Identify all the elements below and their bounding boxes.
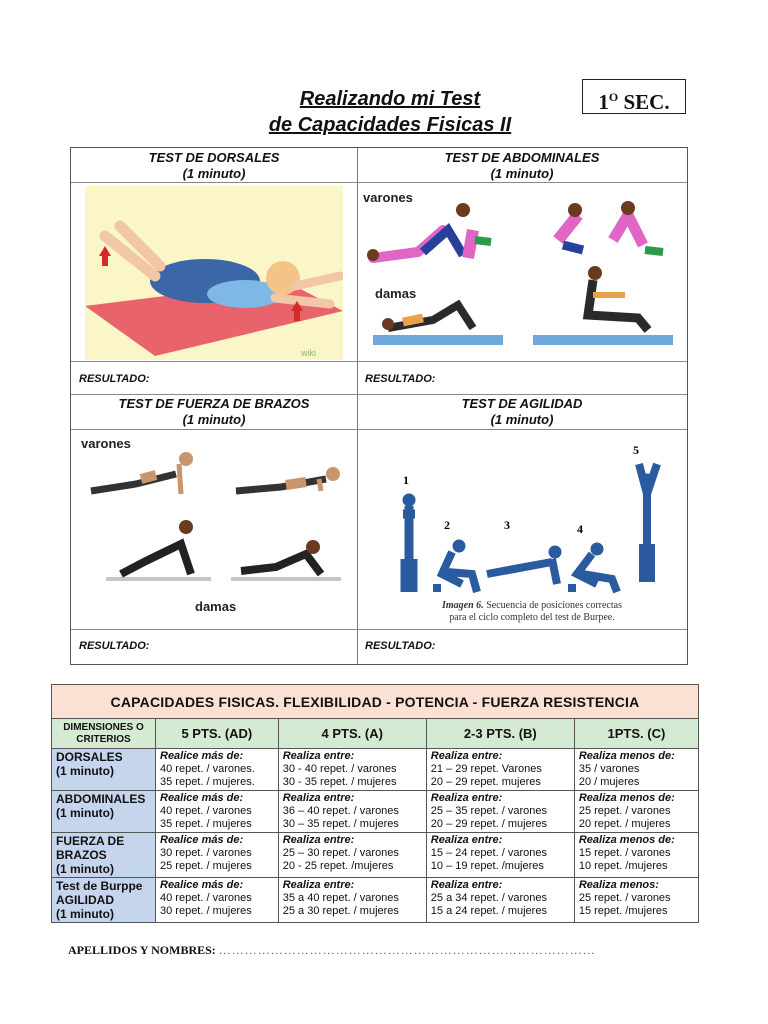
table-title: CAPACIDADES FISICAS. FLEXIBILIDAD - POTENCIA - FUERZA RESISTENCIA — [52, 685, 699, 719]
cell-lead: Realice más de: — [160, 834, 244, 846]
dorsales-illustration — [85, 186, 343, 360]
cell-line: 30 repet. / mujeres — [160, 905, 252, 917]
cell-line: 15 repet. /mujeres — [578, 905, 668, 917]
grade-number: 1 — [598, 90, 609, 114]
table-row — [52, 833, 699, 878]
cell-line: 20 repet. / mujeres — [578, 818, 671, 830]
table-cell — [426, 833, 574, 878]
cell-line: 25 – 30 repet. / varones — [282, 847, 399, 859]
step-number: 5 — [633, 443, 639, 457]
grade-suffix: SEC. — [618, 90, 670, 114]
cell-lead: Realice más de: — [160, 750, 244, 762]
table-row — [52, 878, 699, 923]
row-header: ABDOMINALES (1 minuto) — [52, 791, 156, 833]
test-subtitle: (1 minuto) — [182, 412, 246, 427]
cell-line: 30 repet. / varones — [160, 847, 252, 859]
test-title-text: TEST DE ABDOMINALES — [444, 150, 600, 165]
table-cell — [156, 791, 279, 833]
row-header: FUERZA DE BRAZOS (1 minuto) — [52, 833, 156, 878]
test-title — [71, 396, 357, 428]
tests-grid — [70, 147, 688, 665]
cell-lead: Realiza entre: — [430, 792, 503, 804]
table-cell — [574, 749, 698, 791]
title-line-1: Realizando mi Test — [299, 88, 481, 110]
name-blank: …………………………………………………………………………… — [218, 943, 596, 957]
cell-line: 20 - 25 repet. /mujeres — [282, 860, 394, 872]
cell-lead: Realiza menos: — [578, 879, 659, 891]
cell-line: 10 – 19 repet. /mujeres — [430, 860, 544, 872]
test-title — [71, 150, 357, 182]
table-cell — [426, 749, 574, 791]
abdominales-illustration — [363, 200, 683, 355]
cell-line: 25 repet. / varones — [578, 805, 671, 817]
cell-line: 30 – 35 repet. / mujeres — [282, 818, 399, 830]
test-subtitle: (1 minuto) — [490, 412, 554, 427]
table-cell — [574, 878, 698, 923]
cell-line: 15 a 24 repet. / mujeres — [430, 905, 547, 917]
test-title-text: TEST DE DORSALES — [148, 150, 280, 165]
watermark: wiki — [301, 348, 316, 358]
result-label: RESULTADO: — [365, 640, 436, 652]
burpee-sequence-illustration — [367, 434, 682, 594]
caption-line-1 — [397, 600, 667, 612]
test-agilidad — [357, 394, 687, 664]
cell-lead: Realiza entre: — [282, 792, 355, 804]
table-cell — [278, 878, 426, 923]
cell-lead: Realiza menos de: — [578, 834, 675, 846]
table-cell — [426, 791, 574, 833]
cell-lead: Realiza entre: — [430, 834, 503, 846]
test-title-text: TEST DE AGILIDAD — [461, 396, 583, 411]
cell-line: 21 – 29 repet. Varones — [430, 763, 542, 775]
test-abdominales — [357, 148, 687, 394]
cell-line: 30 - 35 repet. / mujeres — [282, 776, 397, 788]
table-row — [52, 791, 699, 833]
cell-lead: Realiza entre: — [430, 879, 503, 891]
column-header: 2-3 PTS. (B) — [426, 719, 574, 749]
test-subtitle: (1 minuto) — [182, 166, 246, 181]
test-subtitle: (1 minuto) — [490, 166, 554, 181]
table-cell — [278, 833, 426, 878]
test-title — [357, 150, 687, 182]
result-label: RESULTADO: — [79, 640, 150, 652]
cell-line: 20 – 29 repet. / mujeres — [430, 818, 547, 830]
cell-lead: Realiza menos de: — [578, 750, 675, 762]
cell-lead: Realiza entre: — [282, 879, 355, 891]
table-cell — [156, 833, 279, 878]
table-cell — [574, 833, 698, 878]
cell-line: 25 repet. / varones — [578, 892, 671, 904]
cell-line: 20 – 29 repet. mujeres — [430, 776, 541, 788]
cell-line: 35 a 40 repet. / varones — [282, 892, 399, 904]
cell-line: 25 a 34 repet. / varones — [430, 892, 547, 904]
column-header: 4 PTS. (A) — [278, 719, 426, 749]
cell-line: 40 repet. / varones — [160, 892, 252, 904]
result-label: RESULTADO: — [365, 373, 436, 385]
cell-line: 10 repet. /mujeres — [578, 860, 668, 872]
result-label: RESULTADO: — [79, 373, 150, 385]
name-label: APELLIDOS Y NOMBRES: — [68, 943, 216, 957]
grade-superscript: O — [608, 90, 619, 104]
cell-line: 40 repet. / varones. — [160, 763, 255, 775]
cell-lead: Realiza entre: — [282, 750, 355, 762]
step-number: 4 — [577, 522, 583, 536]
step-number: 3 — [504, 518, 510, 532]
cell-line: 40 repet. / varones — [160, 805, 252, 817]
grade-box — [582, 79, 686, 114]
step-number: 1 — [403, 473, 409, 487]
label-varones: varones — [363, 190, 413, 205]
test-fuerza-brazos — [71, 394, 357, 664]
column-header: 1PTS. (C) — [574, 719, 698, 749]
caption-rest: Secuencia de posiciones correctas — [483, 600, 622, 611]
caption-bold: Imagen 6. — [442, 600, 484, 611]
step-number: 2 — [444, 518, 450, 532]
cell-lead: Realice más de: — [160, 879, 244, 891]
test-dorsales — [71, 148, 357, 394]
cell-line: 15 – 24 repet. / varones — [430, 847, 547, 859]
cell-line: 30 - 40 repet. / varones — [282, 763, 397, 775]
page-title — [230, 86, 550, 138]
agility-caption — [397, 600, 667, 624]
table-cell — [156, 878, 279, 923]
row-header: DORSALES (1 minuto) — [52, 749, 156, 791]
caption-line-2: para el ciclo completo del test de Burpee. — [449, 612, 615, 623]
column-header: DIMENSIONES O CRITERIOS — [52, 719, 156, 749]
test-title — [357, 396, 687, 428]
cell-line: 35 repet. / mujeres. — [160, 776, 255, 788]
cell-line: 20 / mujeres — [578, 776, 640, 788]
label-damas: damas — [195, 599, 237, 614]
column-header: 5 PTS. (AD) — [156, 719, 279, 749]
test-title-text: TEST DE FUERZA DE BRAZOS — [118, 396, 310, 411]
title-line-2: de Capacidades Fisicas II — [268, 114, 512, 136]
fuerza-brazos-illustration — [81, 449, 351, 599]
table-cell — [426, 878, 574, 923]
table-row — [52, 749, 699, 791]
table-cell — [156, 749, 279, 791]
label-damas: damas — [375, 286, 417, 301]
cell-line: 25 a 30 repet. / mujeres — [282, 905, 399, 917]
cell-line: 25 – 35 repet. / varones — [430, 805, 547, 817]
name-field[interactable] — [68, 943, 596, 958]
cell-line: 15 repet. / varones — [578, 847, 671, 859]
cell-line: 35 repet. / mujeres — [160, 818, 252, 830]
cell-lead: Realice más de: — [160, 792, 244, 804]
cell-lead: Realiza entre: — [282, 834, 355, 846]
label-varones: varones — [81, 436, 131, 451]
cell-line: 35 / varones — [578, 763, 640, 775]
cell-line: 25 repet. / mujeres — [160, 860, 252, 872]
table-cell — [278, 791, 426, 833]
cell-lead: Realiza menos de: — [578, 792, 675, 804]
cell-line: 36 – 40 repet. / varones — [282, 805, 399, 817]
row-header: Test de Burppe AGILIDAD (1 minuto) — [52, 878, 156, 923]
cell-lead: Realiza entre: — [430, 750, 503, 762]
table-cell — [574, 791, 698, 833]
table-cell — [278, 749, 426, 791]
criteria-table — [51, 684, 699, 923]
